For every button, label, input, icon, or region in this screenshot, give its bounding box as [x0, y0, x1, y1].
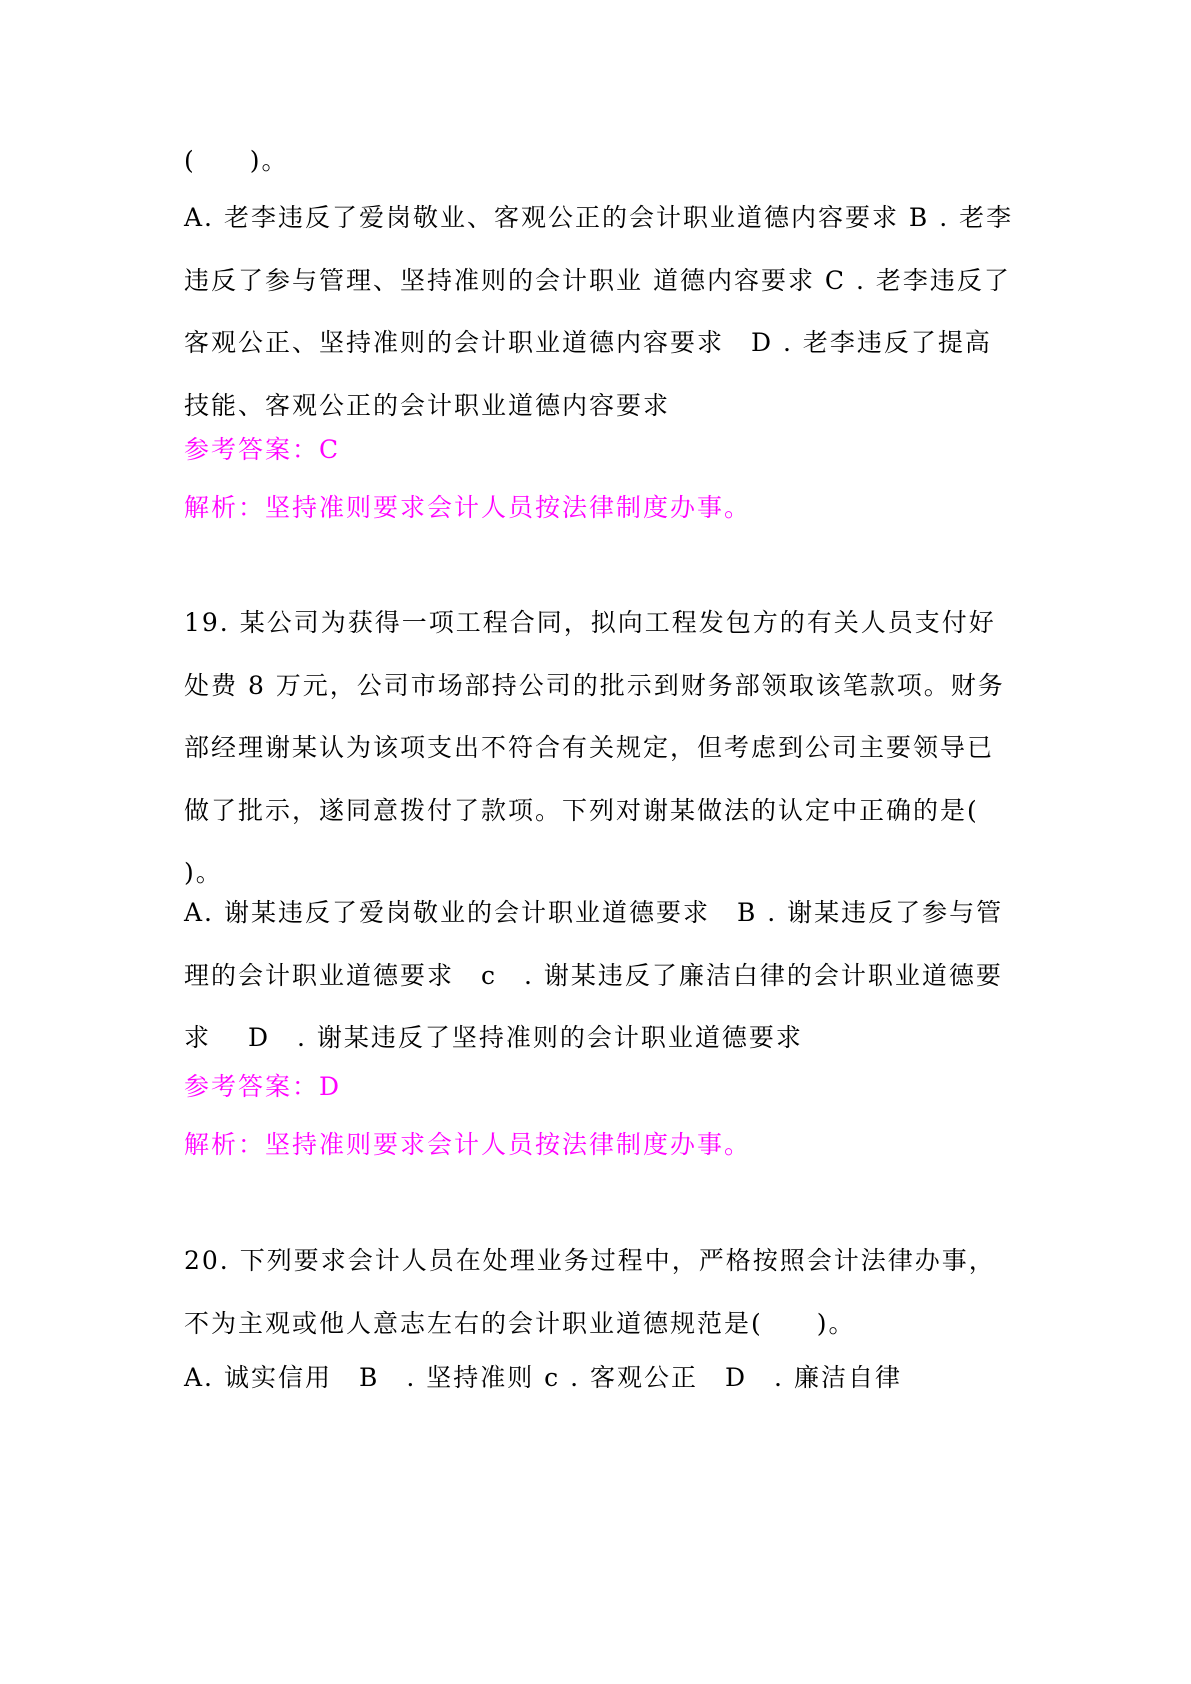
q19-analysis: 解析：坚持准则要求会计人员按法律制度办事。 — [184, 1130, 752, 1159]
q18-answer: 参考答案：C — [184, 435, 341, 464]
q19-answer: 参考答案：D — [184, 1072, 342, 1101]
q18-options: A. 老李违反了爱岗敬业、客观公正的会计职业道德内容要求 B . 老李违反了参与管理、坚持准则的会计职业 道德内容要求 C . 老李违反了客观公正、坚持准则的会计职业道德内容要求 D . 老李违反了提高技能、客观公正的会计职业道德内容要求 — [184, 203, 1014, 420]
q19-options: A. 谢某违反了爱岗敬业的会计职业道德要求 B . 谢某违反了参与管理的会计职业道德要求 c . 谢某违反了廉洁白律的会计职业道德要求 D . 谢某违反了坚持准则的会计职业道德要求 — [184, 898, 1004, 1052]
q18-stem-tail: ( )。 — [184, 146, 289, 175]
q18-analysis: 解析：坚持准则要求会计人员按法律制度办事。 — [184, 493, 752, 522]
q20-options: A. 诚实信用 B . 坚持准则 c . 客观公正 D . 廉洁自律 — [184, 1363, 902, 1392]
q20-stem: 20. 下列要求会计人员在处理业务过程中，严格按照会计法律办事，不为主观或他人意志左右的会计职业道德规范是( )。 — [184, 1246, 996, 1338]
q19-stem: 19. 某公司为获得一项工程合同，拟向工程发包方的有关人员支付好处费 8 万元，公司市场部持公司的批示到财务部领取该笔款项。财务部经理谢某认为该项支出不符合有关规定，但考虑到公司主要领导已做了批示，遂同意拨付了款项。下列对谢某做法的认定中正确的是( )。 — [184, 608, 1033, 887]
